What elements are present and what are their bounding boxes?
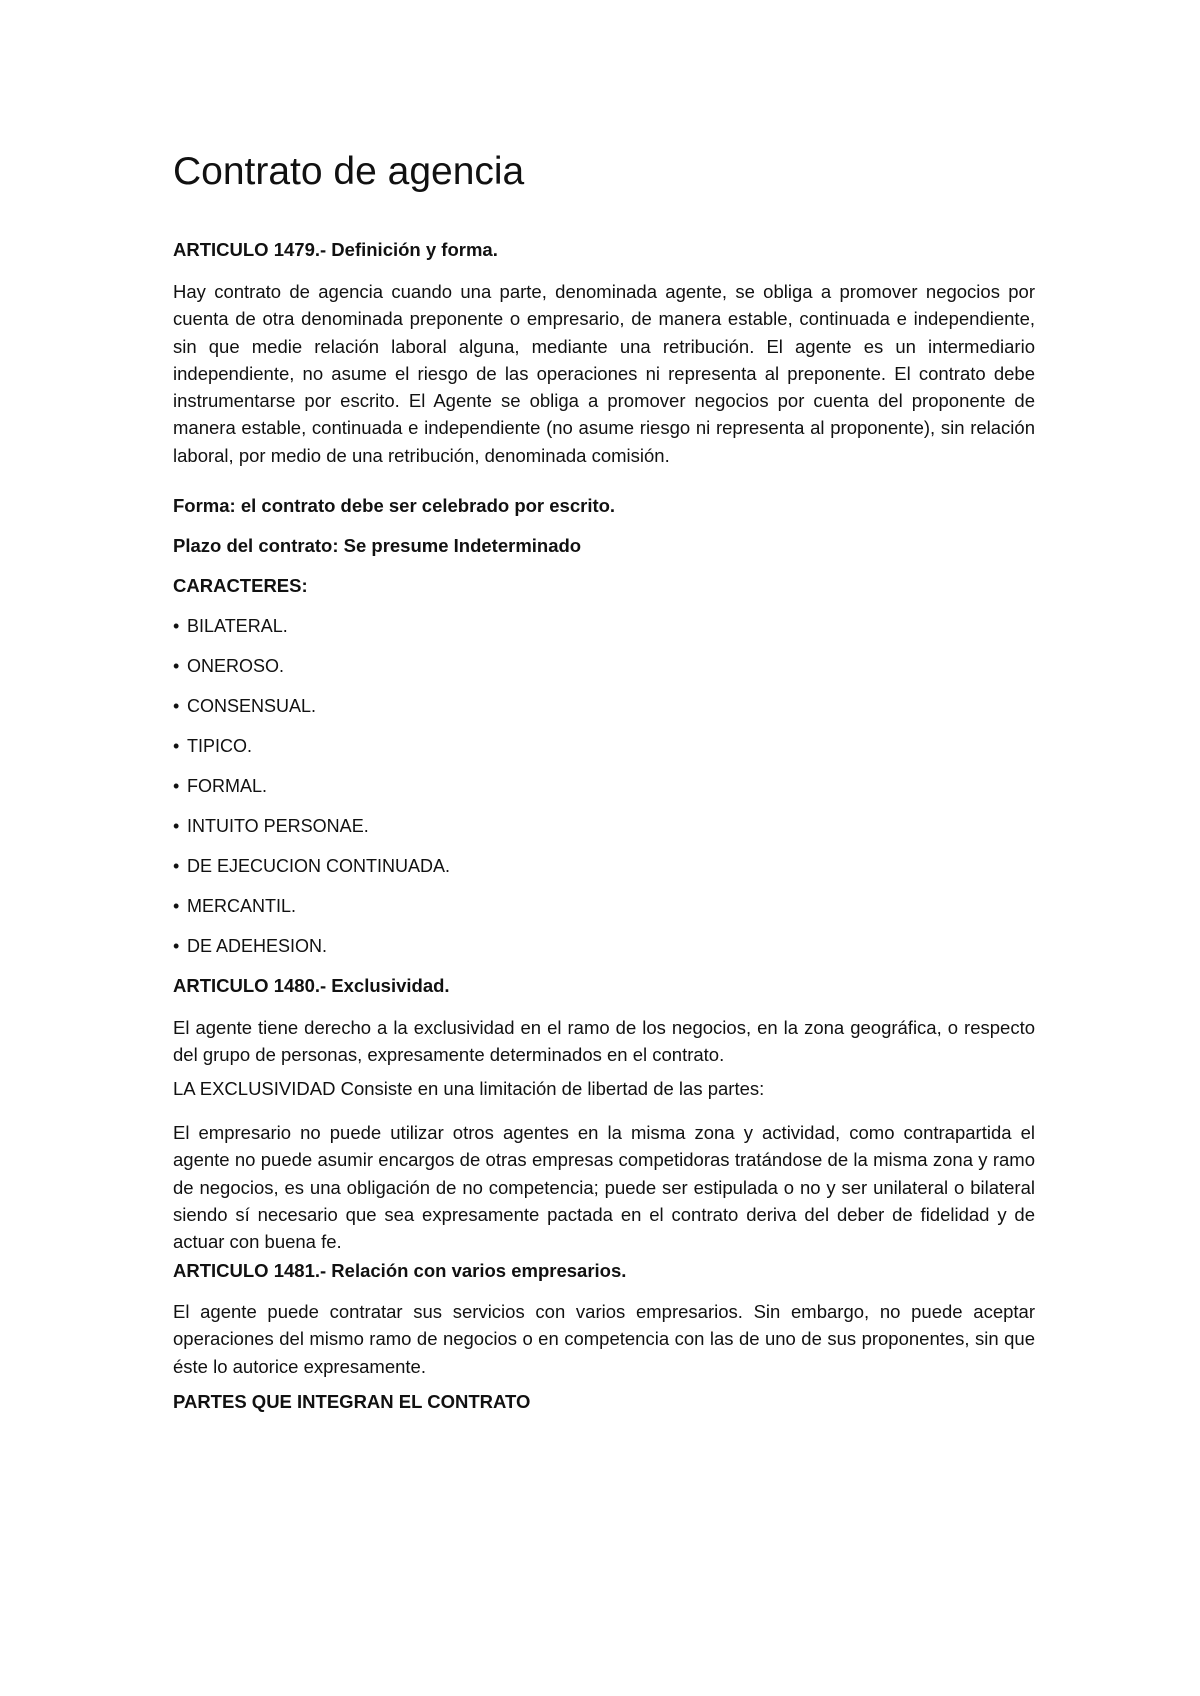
list-item: • DE ADEHESION.	[173, 936, 328, 956]
bullet-icon: •	[173, 696, 180, 716]
article-1481-heading: ARTICULO 1481.- Relación con varios empresarios.	[173, 1260, 627, 1281]
bullet-icon: •	[173, 896, 180, 916]
list-item: • BILATERAL.	[173, 616, 288, 636]
caracteres-heading: CARACTERES:	[173, 575, 308, 596]
list-item: • CONSENSUAL.	[173, 696, 317, 716]
bullet-icon: •	[173, 776, 180, 796]
article-1480-heading: ARTICULO 1480.- Exclusividad.	[173, 975, 450, 996]
list-item: • ONEROSO.	[173, 656, 285, 676]
bullet-icon: •	[173, 656, 180, 676]
list-item: • FORMAL.	[173, 776, 268, 796]
article-1479-body: Hay contrato de agencia cuando una parte, denominada agente, se obliga a promover negocios por cuenta de otra denominada preponente o empresario, de manera estable, continuada e independiente, sin que medie relación laboral alguna, mediante una retribución. El agente es un intermediario independiente, no asume el riesgo de las operaciones ni representa al preponente. El contrato debe instrumentarse por escrito. El Agente se obliga a promover negocios por cuenta del proponente de manera estable, continuada e independiente (no asume riesgo ni representa al proponente), sin relación laboral, por medio de una retribución, denominada comisión.	[173, 281, 1035, 466]
list-item: • MERCANTIL.	[173, 896, 297, 916]
empresario-body: El empresario no puede utilizar otros agentes en la misma zona y actividad, como contrapartida el agente no puede asumir encargos de otras empresas competidoras tratándose de la misma zona y ramo de negocios, es una obligación de no competencia; puede ser estipulada o no y ser unilateral o bilateral siendo sí necesario que sea expresamente pactada en el contrato deriva del deber de fidelidad y de actuar con buena fe.	[173, 1122, 1035, 1253]
article-1480-body: El agente tiene derecho a la exclusividad en el ramo de los negocios, en la zona geográfica, o respecto del grupo de personas, expresamente determinados en el contrato.	[173, 1017, 1035, 1066]
bullet-icon: •	[173, 816, 180, 836]
bullet-icon: •	[173, 856, 180, 876]
article-1479-heading: ARTICULO 1479.- Definición y forma.	[173, 239, 498, 260]
article-1481-body: El agente puede contratar sus servicios con varios empresarios. Sin embargo, no puede aceptar operaciones del mismo ramo de negocios o en competencia con las de uno de sus proponentes, sin que éste lo autorice expresamente.	[173, 1301, 1035, 1377]
list-item: • DE EJECUCION CONTINUADA.	[173, 856, 451, 876]
list-item: • INTUITO PERSONAE.	[173, 816, 369, 836]
partes-heading: PARTES QUE INTEGRAN EL CONTRATO	[173, 1391, 531, 1412]
list-item: • TIPICO.	[173, 736, 253, 756]
bullet-icon: •	[173, 936, 180, 956]
document-title: Contrato de agencia	[173, 150, 525, 193]
plazo-line: Plazo del contrato: Se presume Indeterminado	[173, 535, 582, 556]
exclusividad-line: LA EXCLUSIVIDAD Consiste en una limitación de libertad de las partes:	[173, 1078, 765, 1099]
bullet-icon: •	[173, 616, 180, 636]
forma-line: Forma: el contrato debe ser celebrado por escrito.	[173, 495, 616, 516]
bullet-icon: •	[173, 736, 180, 756]
